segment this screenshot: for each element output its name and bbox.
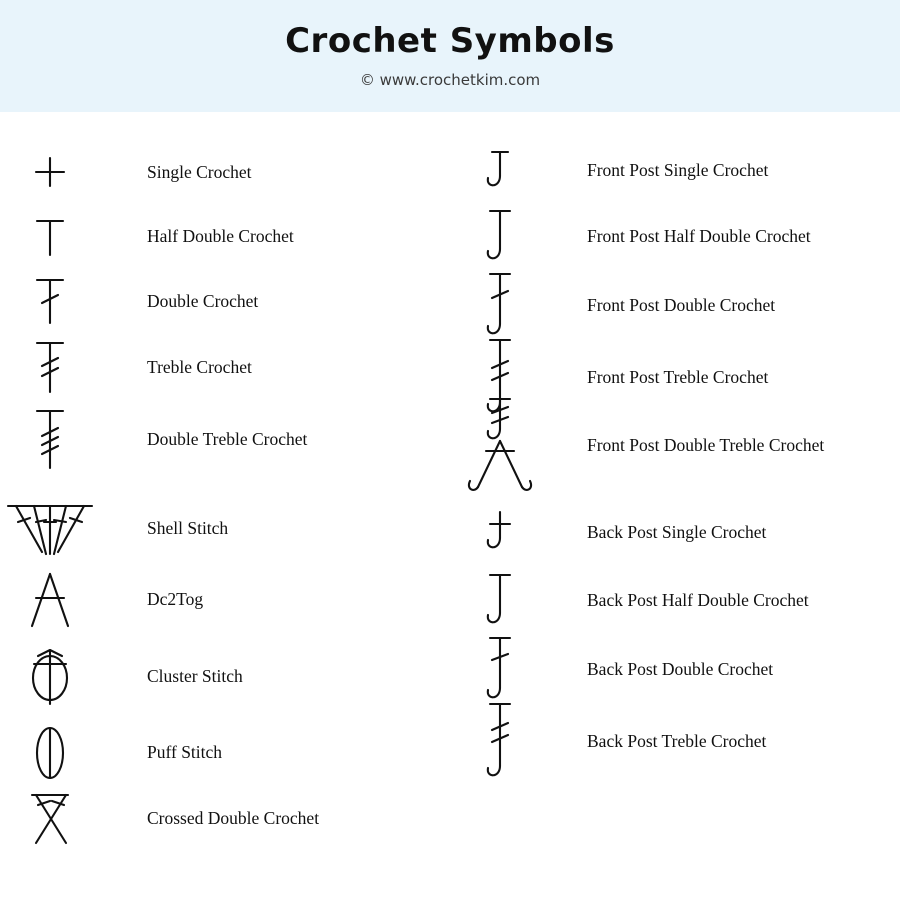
symbol-row <box>0 568 450 630</box>
symbol-label: Treble Crochet <box>147 357 252 377</box>
symbol-row <box>0 144 450 200</box>
right-column <box>450 112 900 914</box>
treble-crochet-symbol <box>0 336 100 398</box>
single-crochet-symbol <box>0 152 100 192</box>
symbol-label: Front Post Single Crochet <box>587 160 769 180</box>
symbol-row <box>0 720 450 784</box>
symbol-row <box>450 268 900 342</box>
symbol-row <box>0 644 450 708</box>
double-treble-crochet-symbol <box>0 404 100 474</box>
crossed-double-crochet-symbol <box>0 787 100 849</box>
symbol-row <box>0 404 450 474</box>
symbol-row <box>450 568 900 632</box>
symbol-columns <box>0 112 900 914</box>
double-crochet-symbol <box>0 273 100 329</box>
symbol-row <box>450 142 900 198</box>
front-post-double-treble-crochet-symbol <box>450 395 550 495</box>
chart-header <box>0 0 900 112</box>
symbol-row <box>0 336 450 398</box>
symbol-label: Crossed Double Crochet <box>147 808 320 828</box>
symbol-row <box>0 208 450 264</box>
symbol-label: Back Post Double Crochet <box>587 659 774 679</box>
symbol-label: Front Post Double Treble Crochet <box>587 435 825 455</box>
symbol-label: Double Treble Crochet <box>147 429 308 449</box>
symbol-label: Back Post Half Double Crochet <box>587 590 809 610</box>
symbol-row <box>0 496 450 560</box>
symbol-label: Double Crochet <box>147 291 259 311</box>
back-post-double-crochet-symbol <box>450 632 550 706</box>
symbol-label: Front Post Treble Crochet <box>587 367 769 387</box>
back-post-treble-crochet-symbol <box>450 698 550 784</box>
symbol-row <box>450 504 900 560</box>
symbol-row <box>450 396 900 494</box>
front-post-double-crochet-symbol <box>450 268 550 342</box>
symbol-label: Dc2Tog <box>147 589 204 609</box>
half-double-crochet-symbol <box>0 213 100 259</box>
symbol-row <box>450 204 900 268</box>
symbol-label: Back Post Treble Crochet <box>587 731 767 751</box>
dc2tog-symbol <box>0 568 100 630</box>
front-post-single-crochet-symbol <box>450 146 550 194</box>
symbol-row <box>0 270 450 332</box>
symbol-label: Shell Stitch <box>147 518 229 538</box>
back-post-single-crochet-symbol <box>450 508 550 556</box>
symbol-row <box>0 786 450 850</box>
symbol-label: Single Crochet <box>147 162 252 182</box>
symbol-label: Cluster Stitch <box>147 666 243 686</box>
symbol-row <box>450 632 900 706</box>
symbol-label: Puff Stitch <box>147 742 223 762</box>
symbol-label: Front Post Half Double Crochet <box>587 226 811 246</box>
symbol-label: Front Post Double Crochet <box>587 295 776 315</box>
back-post-half-double-crochet-symbol <box>450 569 550 631</box>
credit-line: © www.crochetkim.com <box>359 71 541 89</box>
page-title: Crochet Symbols <box>285 21 615 61</box>
left-column <box>0 112 450 914</box>
symbol-row <box>450 698 900 784</box>
symbol-label: Back Post Single Crochet <box>587 522 767 542</box>
cluster-stitch-symbol <box>0 644 100 708</box>
front-post-half-double-crochet-symbol <box>450 205 550 267</box>
puff-stitch-symbol <box>0 720 100 784</box>
symbol-label: Half Double Crochet <box>147 226 294 246</box>
shell-stitch-symbol <box>0 496 100 560</box>
